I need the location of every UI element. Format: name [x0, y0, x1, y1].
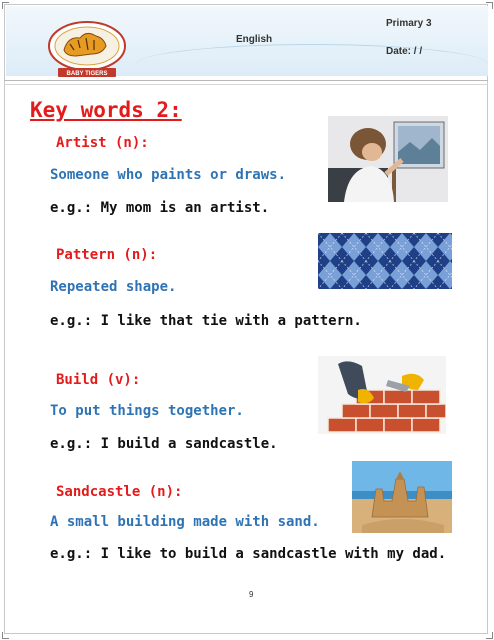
- page-number: 9: [249, 590, 254, 599]
- sandcastle-image: [352, 461, 452, 533]
- corner-mark: [486, 632, 493, 639]
- example-artist: e.g.: My mom is an artist.: [50, 200, 270, 216]
- header-divider: [4, 84, 488, 85]
- pattern-image: [318, 233, 452, 289]
- term-sandcastle: Sandcastle (n):: [56, 484, 183, 500]
- example-build: e.g.: I build a sandcastle.: [50, 436, 278, 452]
- definition-sandcastle: A small building made with sand.: [50, 514, 320, 530]
- corner-mark: [2, 632, 9, 639]
- example-pattern: e.g.: I like that tie with a pattern.: [50, 313, 362, 329]
- term-artist: Artist (n):: [56, 135, 149, 151]
- term-build: Build (v):: [56, 372, 141, 388]
- build-image: [318, 356, 446, 434]
- definition-build: To put things together.: [50, 403, 244, 419]
- definition-pattern: Repeated shape.: [50, 279, 177, 295]
- example-sandcastle: e.g.: I like to build a sandcastle with my dad.: [50, 546, 447, 562]
- date-label: Date: / /: [386, 46, 423, 57]
- artist-image: [328, 116, 448, 202]
- grade-label: Primary 3: [386, 18, 432, 29]
- page-title: Key words 2:: [30, 98, 182, 122]
- header-divider: [4, 80, 488, 81]
- logo-text: BABY TIGERS: [66, 71, 108, 77]
- header-swirl: [136, 44, 488, 85]
- subject-label: English: [236, 34, 273, 45]
- school-logo: [46, 20, 128, 80]
- page-header: [6, 6, 488, 76]
- definition-artist: Someone who paints or draws.: [50, 167, 287, 183]
- term-pattern: Pattern (n):: [56, 247, 158, 263]
